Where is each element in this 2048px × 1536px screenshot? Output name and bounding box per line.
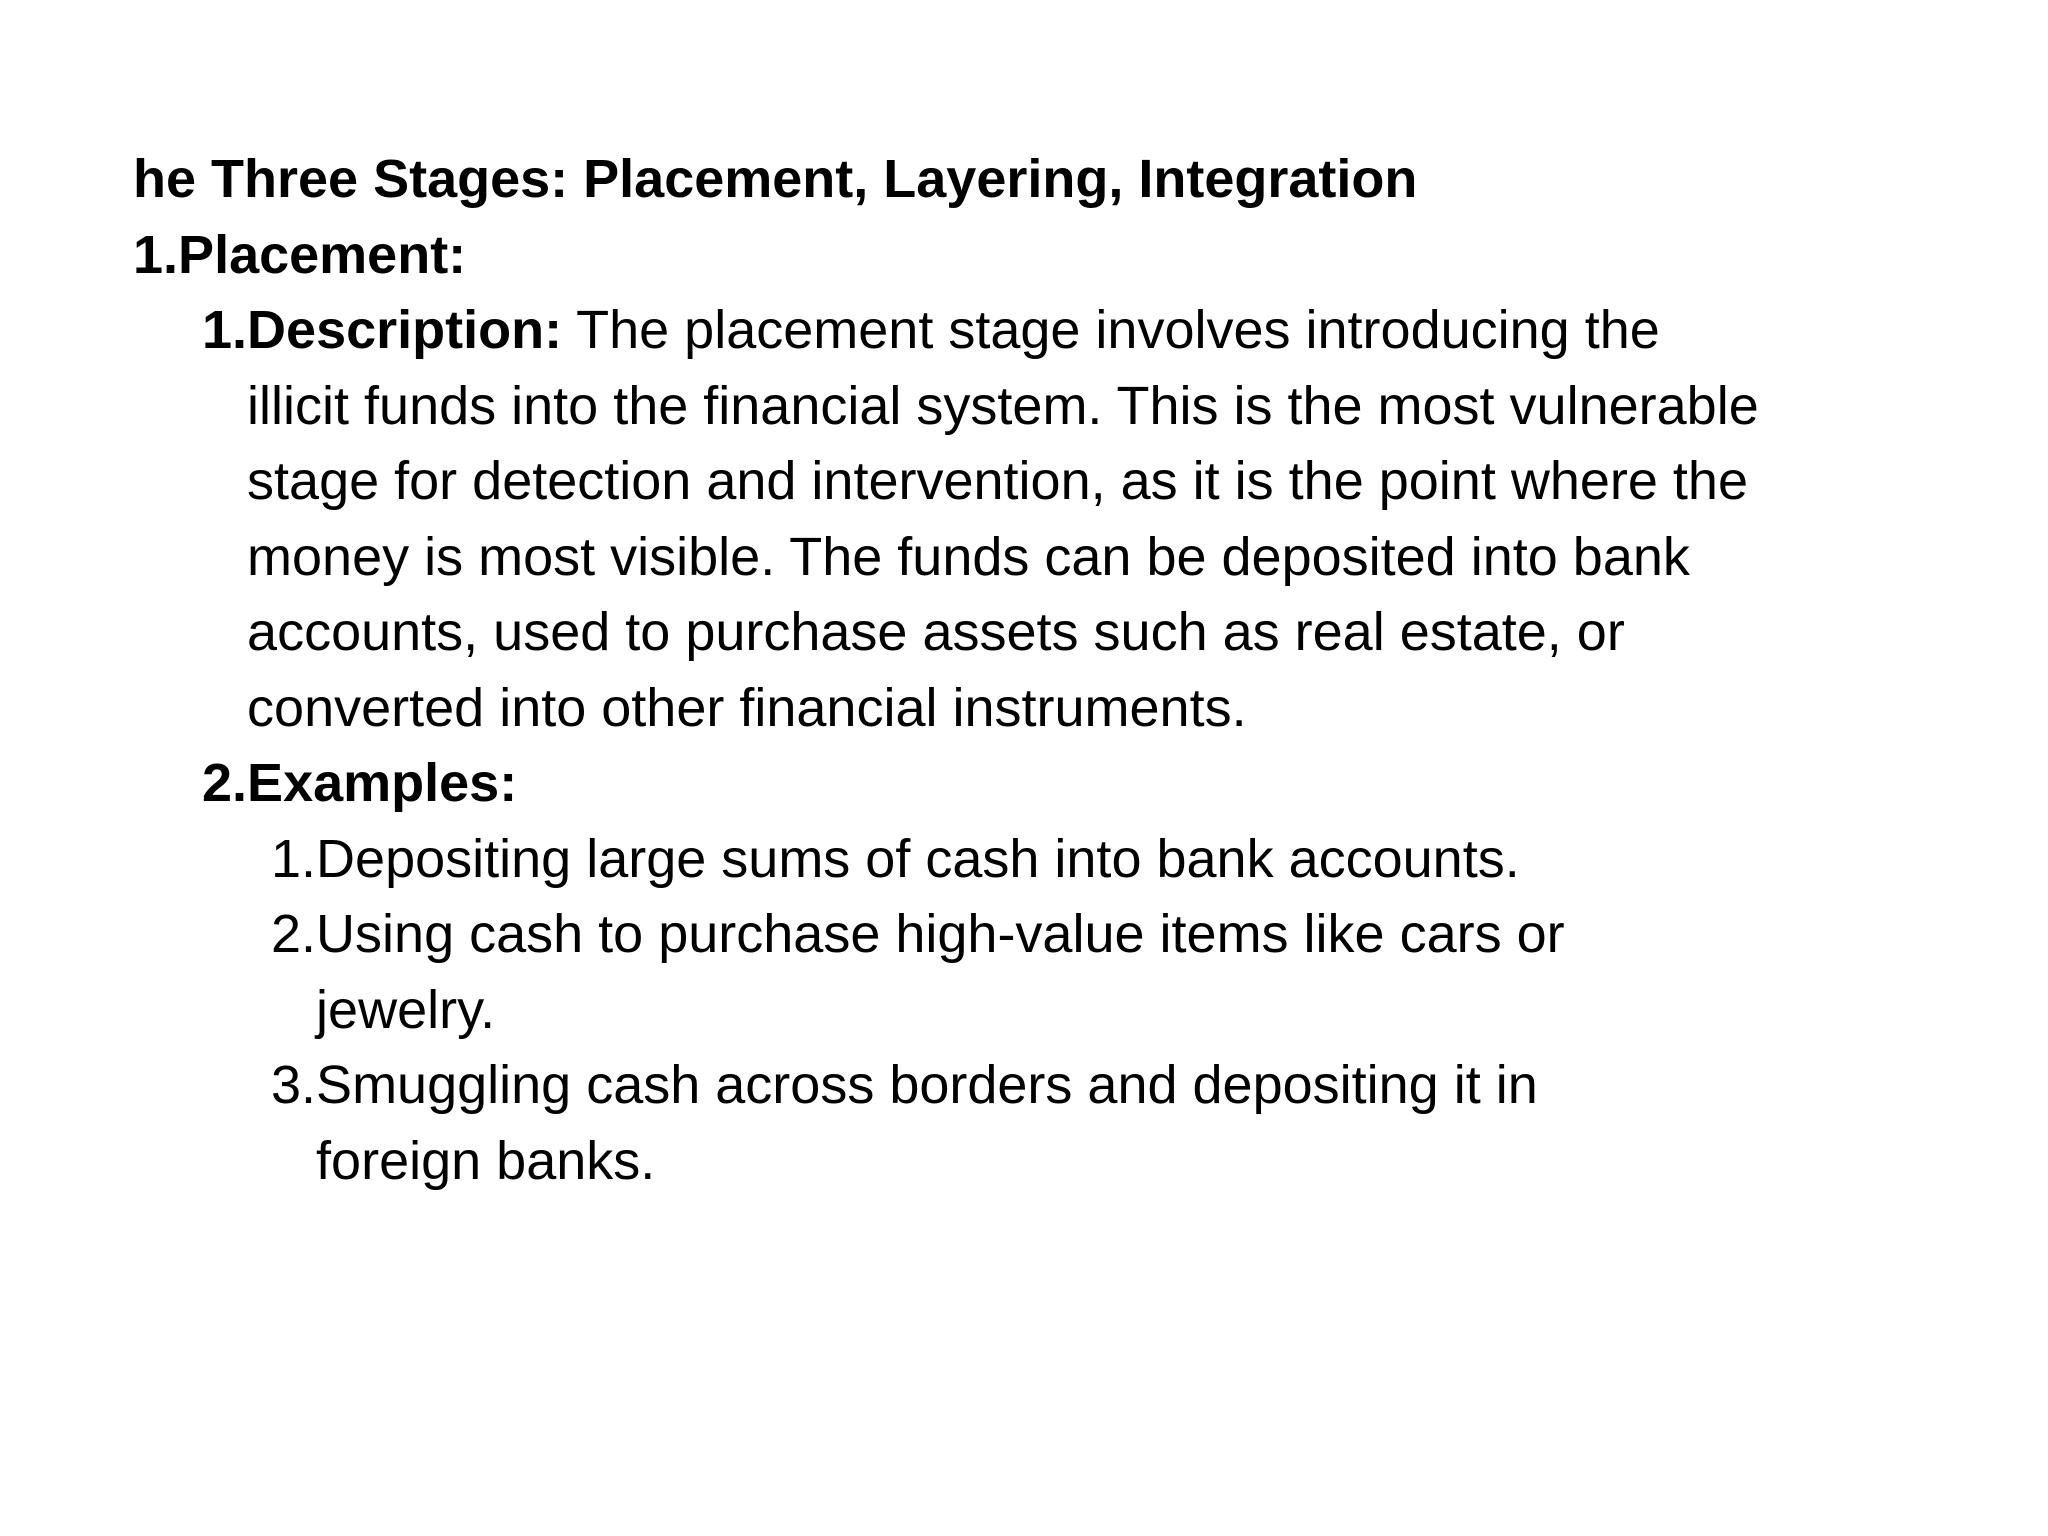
description-label: Description:: [247, 300, 563, 360]
section-label: Placement:: [178, 224, 467, 285]
example-item-3: [271, 1048, 1751, 1199]
section-placement: [133, 218, 1753, 294]
slide-content: [133, 142, 1759, 1199]
example-text: Smuggling cash across borders and depositing it in foreign banks.: [316, 1055, 1538, 1191]
example-number: 3.: [271, 1055, 317, 1115]
description-item: [202, 293, 1772, 746]
example-text: Depositing large sums of cash into bank accounts.: [316, 828, 1520, 889]
section-number: 1.: [133, 224, 179, 285]
example-number: 1.: [271, 828, 317, 889]
examples-item: [202, 746, 1772, 822]
examples-label: Examples:: [247, 753, 518, 813]
example-text: Using cash to purchase high-value items like cars or jewelry.: [316, 904, 1565, 1040]
slide-title: he Three Stages: Placement, Layering, Integration: [133, 149, 1418, 209]
examples-number: 2.: [202, 753, 248, 813]
example-number: 2.: [271, 904, 317, 964]
description-number: 1.: [202, 300, 248, 360]
example-item-1: [271, 822, 1751, 898]
description-text: The placement stage involves introducing the illicit funds into the financial system. This is the most vulnerable stage for detection and intervention, as it is the point where the money is most visible. The funds can be deposited into bank accounts, used to purchase assets such as real estate, or converted into other financial instruments.: [247, 300, 1759, 738]
description-body: [247, 293, 1772, 746]
example-item-2: [271, 897, 1751, 1048]
